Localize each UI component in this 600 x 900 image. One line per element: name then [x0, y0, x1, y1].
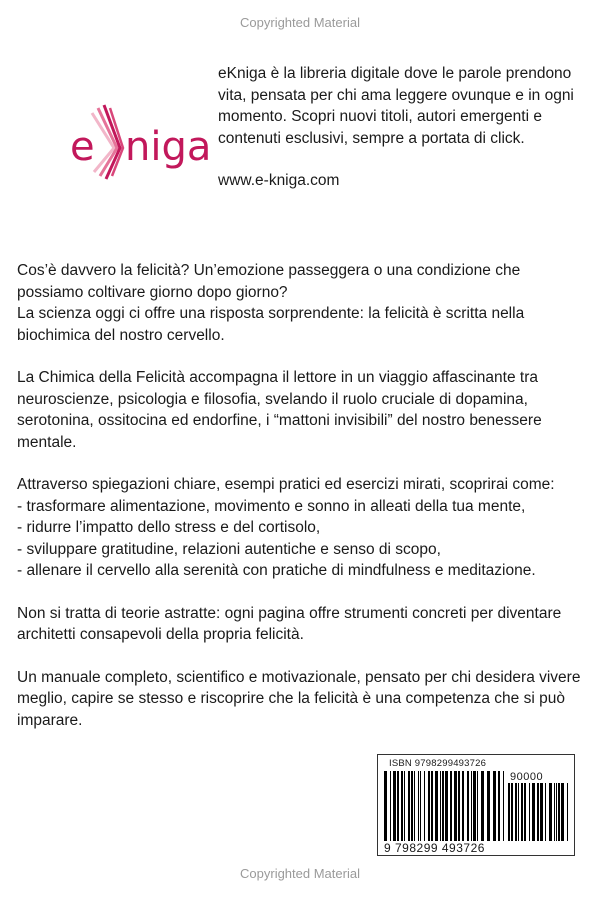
barcode-bar [424, 771, 425, 841]
barcode-bar [450, 771, 452, 841]
intro-answer: La scienza oggi ci offre una risposta sorprendente: la felicità è scritta nella biochimica del nostro cervello. [17, 305, 525, 344]
barcode-bar [471, 771, 472, 841]
barcode-bar [487, 771, 490, 841]
barcode-bar [397, 771, 399, 841]
logo-letters-niga: niga [125, 124, 212, 170]
barcode-bar [556, 783, 557, 841]
list-item: - allenare il cervello alla serenità con pratiche di mindfulness e meditazione. [17, 562, 536, 579]
paragraph-summary: Un manuale completo, scientifico e motivazionale, pensato per chi desidera vivere meglio, capire se stesso e riscoprire che la felicità è una competenza che si può imparare. [17, 668, 581, 729]
barcode-bar [503, 771, 504, 841]
watermark-top: Copyrighted Material [240, 15, 360, 30]
barcode-bar [440, 771, 441, 841]
barcode-bar [435, 771, 438, 841]
barcode-bar [529, 783, 530, 841]
barcode-bar [411, 771, 413, 841]
intro-question: Cos’è davvero la felicità? Un’emozione passeggera o una condizione che possiamo coltivare giorno dopo giorno? [17, 262, 521, 301]
barcode-bar [524, 783, 526, 841]
paragraph-overview: La Chimica della Felicità accompagna il lettore in un viaggio affascinante tra neuroscienze, psicologia e filosofia, svelando il ruolo cruciale di dopamina, serotonina, ossitocina ed endorfine, i “mattoni invisibili” del nostro benessere mentale. [17, 369, 542, 451]
barcode-bar [532, 783, 535, 841]
watermark-bottom: Copyrighted Material [240, 866, 360, 881]
barcode-bar [481, 771, 484, 841]
barcode-bar [473, 771, 476, 841]
isbn-barcode [377, 754, 575, 856]
barcode-bar [549, 783, 552, 841]
ekniga-logo [70, 88, 212, 188]
barcode-bar [537, 783, 539, 841]
barcode-main-bars [384, 771, 504, 841]
barcode-bar [428, 771, 430, 841]
barcode-bar [418, 771, 419, 841]
barcode-addon-bars [508, 783, 568, 841]
barcode-bar [404, 771, 405, 841]
barcode-bar [384, 771, 387, 841]
paragraph-methods-intro: Attraverso spiegazioni chiare, esempi pratici ed esercizi mirati, scoprirai come: [17, 476, 555, 493]
barcode-bar [477, 771, 478, 841]
price-code: 90000 [510, 771, 544, 783]
logo-letter-e: e [70, 124, 95, 170]
barcode-bar [511, 783, 513, 841]
barcode-bar [462, 771, 464, 841]
barcode-bar [431, 771, 433, 841]
barcode-bar [498, 771, 500, 841]
barcode-bar [401, 771, 403, 841]
barcode-bar [558, 783, 560, 841]
barcode-bar [454, 771, 457, 841]
publisher-url[interactable]: www.e-kniga.com [218, 172, 340, 189]
barcode-bar [445, 771, 448, 841]
barcode-bar [420, 771, 421, 841]
list-item: - ridurre l’impatto dello stress e del cortisolo, [17, 519, 321, 536]
book-description [17, 260, 587, 752]
barcode-bar [540, 783, 543, 841]
barcode-bar [554, 783, 555, 841]
isbn-label: ISBN 9798299493726 [389, 758, 487, 769]
barcode-bar [521, 783, 523, 841]
barcode-bar [567, 783, 568, 841]
barcode-bar [493, 771, 496, 841]
barcode-bar [508, 783, 510, 841]
barcode-bar [458, 771, 460, 841]
barcode-bar [442, 771, 444, 841]
barcode-bar [467, 771, 469, 841]
barcode-bar [390, 771, 391, 841]
barcode-bar [393, 771, 396, 841]
list-item: - trasformare alimentazione, movimento e sonno in alleati della tua mente, [17, 497, 526, 515]
isbn-digits: 9 798299 493726 [384, 841, 485, 855]
book-pages-icon [92, 105, 123, 179]
paragraph-tools: Non si tratta di teorie astratte: ogni pagina offre strumenti concreti per diventare architetti consapevoli della propria felicità. [17, 604, 562, 643]
list-item: - sviluppare gratitudine, relazioni autentiche e senso di scopo, [17, 540, 441, 558]
barcode-bar [515, 783, 517, 841]
barcode-bar [518, 783, 519, 841]
barcode-bar [408, 771, 410, 841]
barcode-bar [414, 771, 415, 841]
publisher-description: eKniga è la libreria digitale dove le parole prendono vita, pensata per chi ama leggere ovunque e in ogni momento. Scopri nuovi titoli, autori emergenti e contenuti esclusivi, sempre a portata di click. [218, 65, 574, 147]
barcode-bar [561, 783, 564, 841]
publisher-info [218, 63, 578, 192]
barcode-bar [545, 783, 546, 841]
